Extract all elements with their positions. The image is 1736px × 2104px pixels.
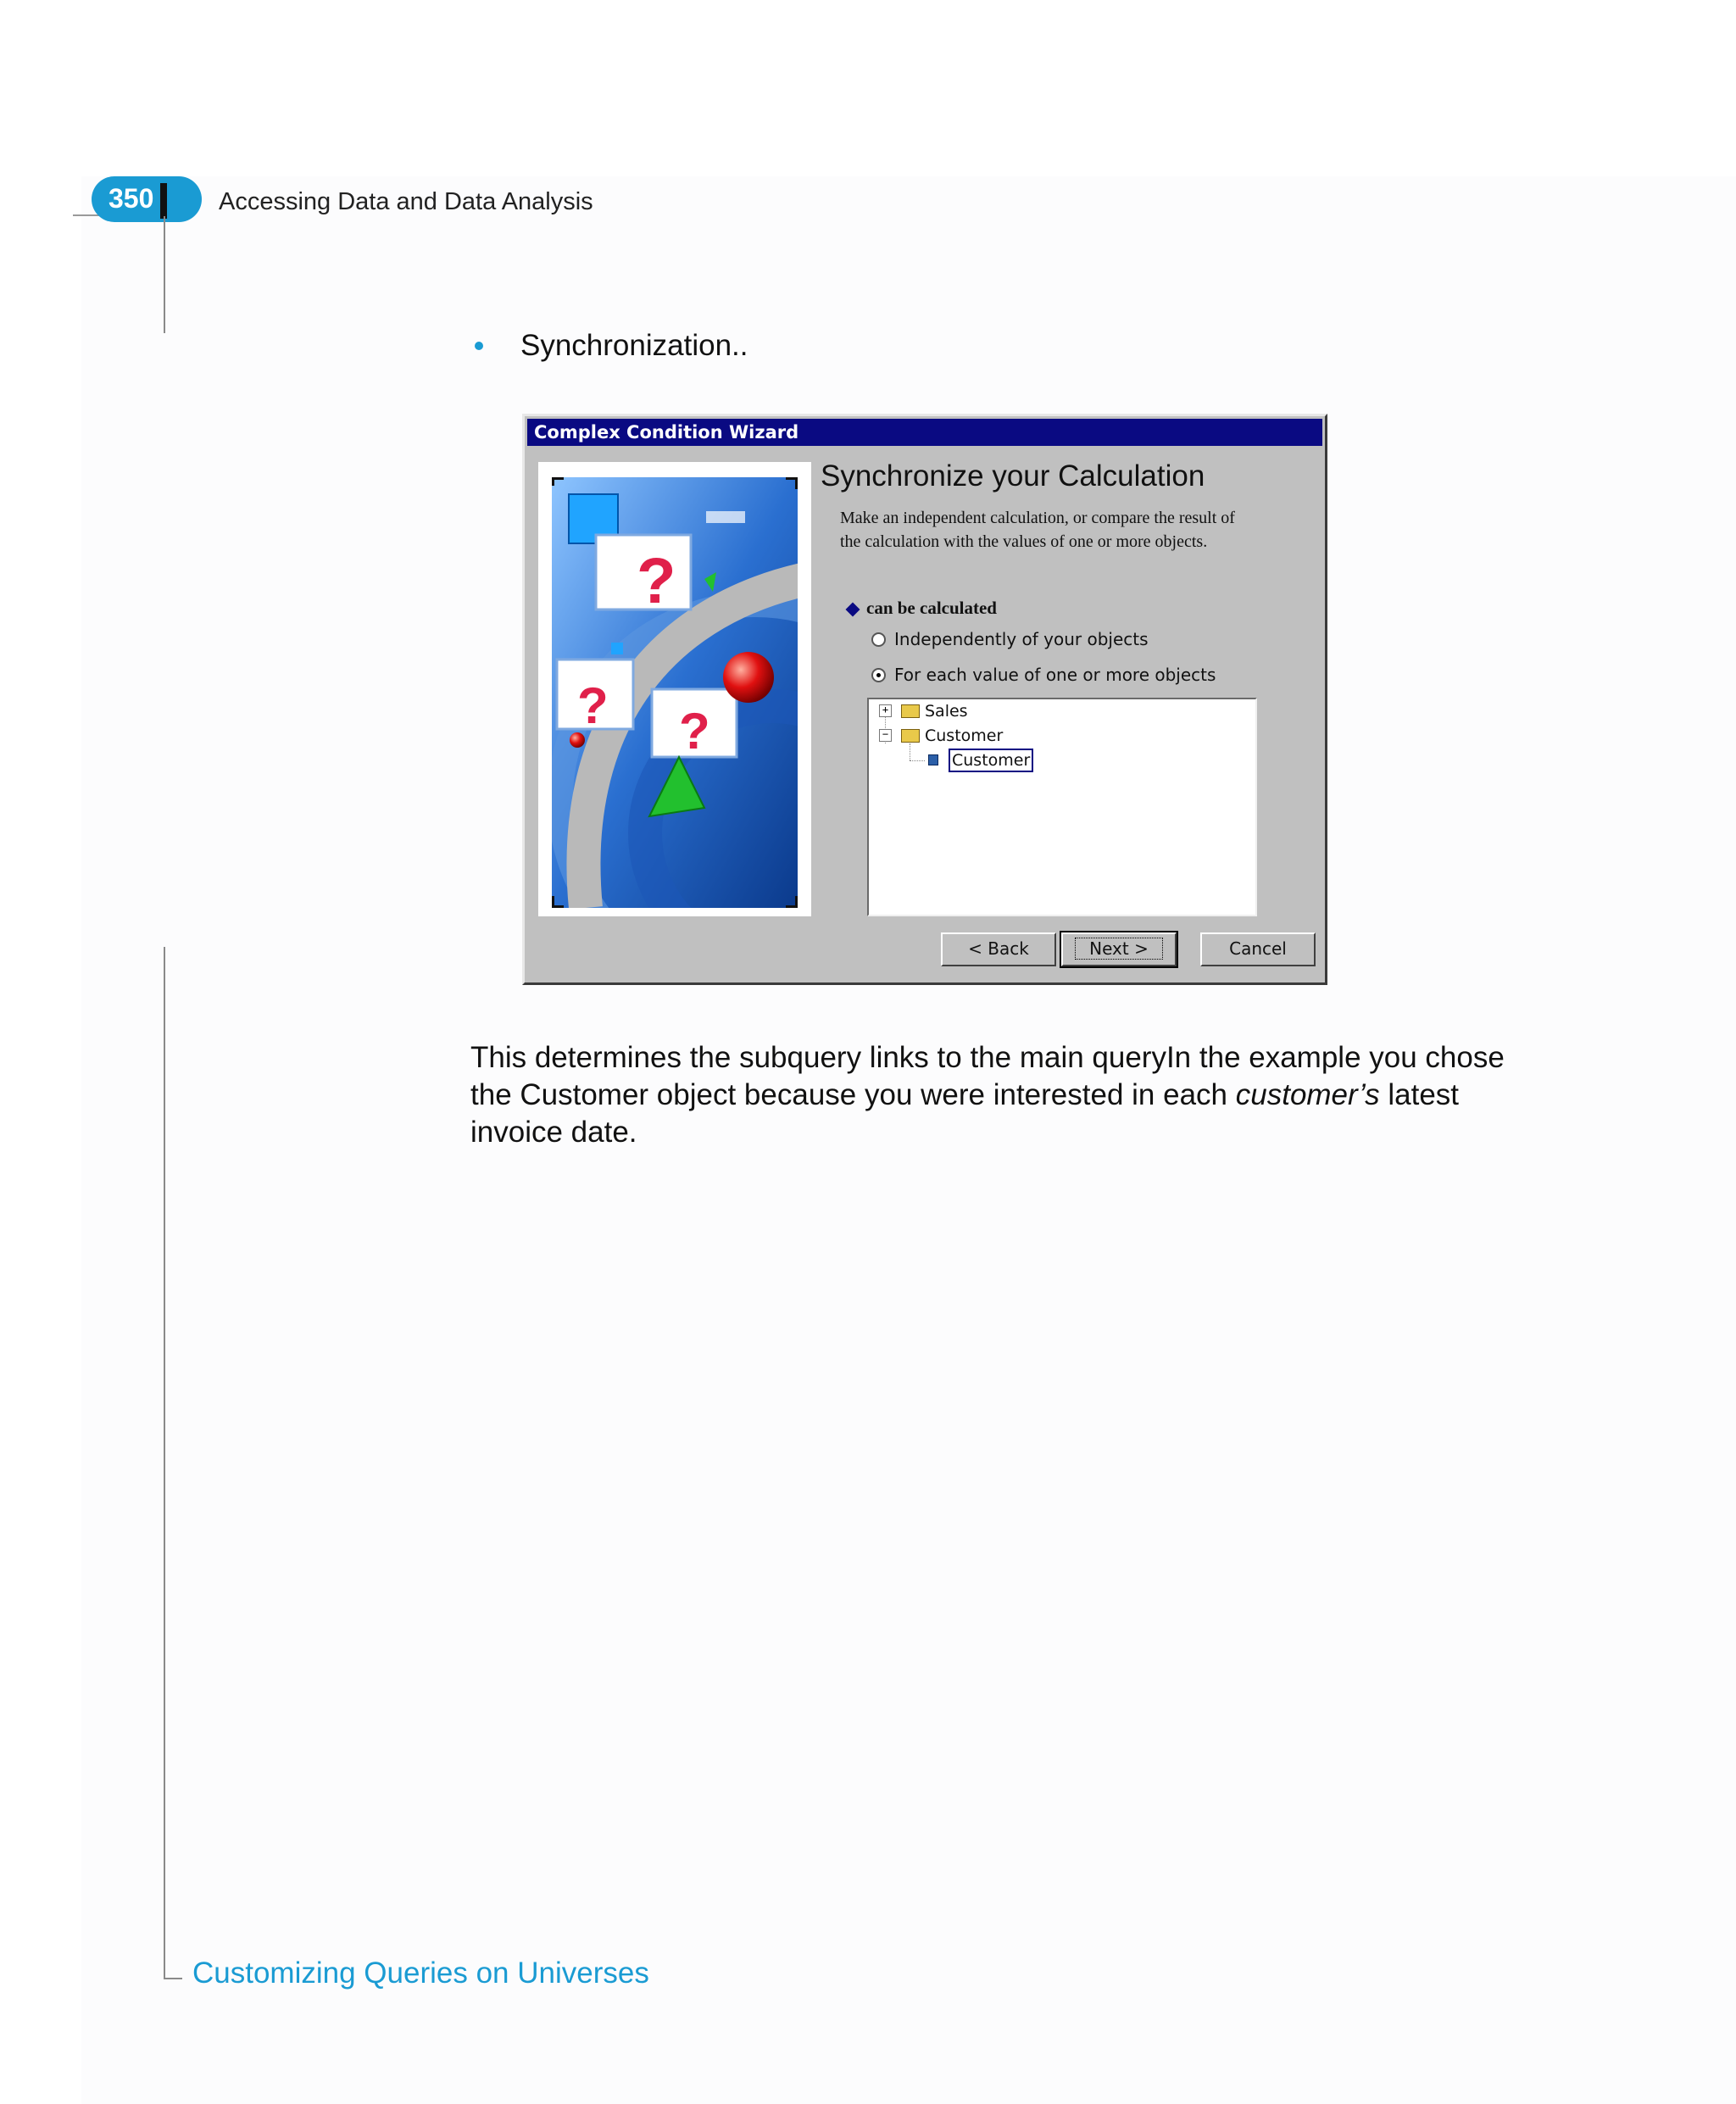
svg-text:?: ? xyxy=(577,677,609,734)
independently-radio-label[interactable]: Independently of your objects xyxy=(894,629,1149,649)
class-folder-open-icon xyxy=(901,729,920,743)
tree-item-customer-class[interactable]: Customer xyxy=(925,726,1004,745)
paragraph-emphasis: customer’s xyxy=(1235,1078,1380,1111)
for-each-value-radio-label[interactable]: For each value of one or more objects xyxy=(894,665,1216,685)
collapse-icon[interactable]: − xyxy=(879,729,892,742)
chapter-title: Accessing Data and Data Analysis xyxy=(219,188,593,215)
svg-text:?: ? xyxy=(637,545,676,617)
diamond-bullet-icon xyxy=(846,603,860,617)
paragraph-line: invoice date. xyxy=(470,1116,637,1149)
class-folder-icon xyxy=(901,704,920,718)
wizard-heading: Synchronize your Calculation xyxy=(821,459,1205,493)
dimension-object-icon xyxy=(928,754,938,765)
next-button[interactable] xyxy=(1061,932,1177,966)
calculation-group-label: can be calculated xyxy=(866,598,997,618)
margin-rule-top xyxy=(164,216,165,333)
page-number-divider xyxy=(160,183,167,219)
expand-icon[interactable]: + xyxy=(879,704,892,717)
paragraph-text: latest xyxy=(1379,1078,1460,1111)
cancel-button[interactable]: Cancel xyxy=(1200,932,1316,966)
objects-tree-view[interactable] xyxy=(867,698,1257,916)
tree-connector xyxy=(910,760,925,761)
for-each-value-radio[interactable] xyxy=(871,668,886,682)
body-paragraph xyxy=(470,1039,1640,1151)
footer-section-title: Customizing Queries on Universes xyxy=(192,1956,649,1990)
bullet-icon xyxy=(475,342,483,350)
margin-rule-bottom xyxy=(164,947,165,1979)
paragraph-text: the Customer object because you were interested in each xyxy=(470,1078,1236,1111)
dialog-title: Complex Condition Wizard xyxy=(534,422,799,443)
margin-rule-tick xyxy=(164,1978,182,1979)
tree-item-customer-object[interactable]: Customer xyxy=(949,749,1033,772)
next-button-label: Next > xyxy=(1075,938,1163,960)
tree-item-sales[interactable]: Sales xyxy=(925,702,968,721)
page-number: 350 xyxy=(108,183,154,214)
wizard-description: Make an independent calculation, or compare the result of the calculation with the values of one or more objects. xyxy=(840,509,1235,551)
paragraph-line: This determines the subquery links to the main queryIn the example you chose xyxy=(470,1041,1505,1074)
svg-text:?: ? xyxy=(679,703,710,760)
complex-condition-wizard-dialog xyxy=(522,414,1327,985)
paragraph-line xyxy=(470,1077,1640,1114)
wizard-illustration-image xyxy=(552,477,798,908)
back-button[interactable]: < Back xyxy=(941,932,1056,966)
independently-radio[interactable] xyxy=(871,632,886,647)
wizard-illustration-frame xyxy=(538,462,811,916)
dialog-titlebar xyxy=(527,419,1322,446)
bullet-text: Synchronization.. xyxy=(520,329,748,362)
